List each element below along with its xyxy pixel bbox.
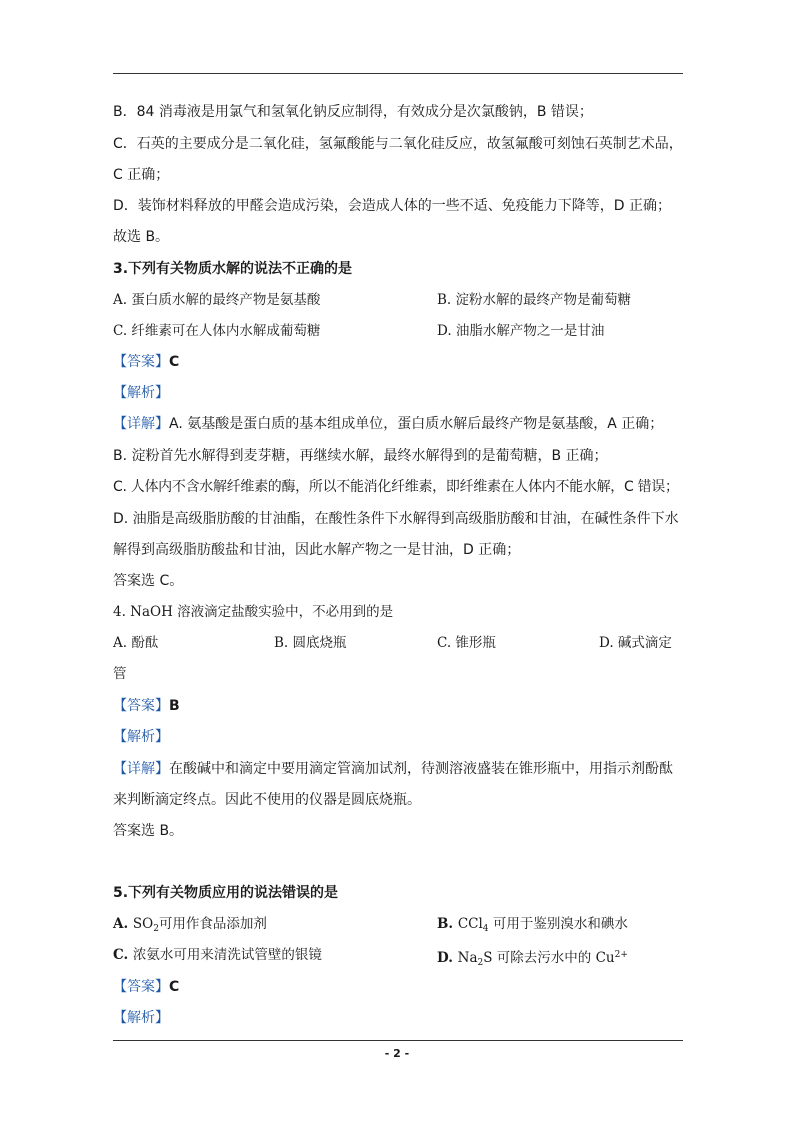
option-text: 可除去污水中的 Cu bbox=[496, 950, 615, 966]
text-line: 故选 B。 bbox=[113, 229, 170, 245]
q5-option-c bbox=[113, 946, 322, 964]
header-rule bbox=[113, 73, 683, 74]
q3-option-a: A. 蛋白质水解的最终产物是氨基酸 bbox=[113, 292, 321, 308]
formula: S bbox=[483, 950, 497, 966]
q5-option-d bbox=[437, 946, 628, 972]
q4-option-d: D. 碱式滴定 bbox=[599, 635, 672, 651]
q4-detail-line bbox=[113, 760, 673, 778]
formula: CCl bbox=[457, 916, 483, 932]
q5-option-a bbox=[113, 915, 267, 938]
q4-conclusion: 答案选 B。 bbox=[113, 823, 184, 839]
answer-value: C bbox=[169, 354, 180, 370]
formula: Na bbox=[457, 950, 478, 966]
q4-option-c: C. 锥形瓶 bbox=[437, 635, 496, 651]
q3-conclusion: 答案选 C。 bbox=[113, 573, 184, 589]
q3-detail-line: D. 油脂是高级脂肪酸的甘油酯，在酸性条件下水解得到高级脂肪酸和甘油，在碱性条件下水 bbox=[113, 511, 679, 527]
option-text: 浓氨水可用来清洗试管壁的银镜 bbox=[132, 947, 322, 963]
option-text: 可用作食品添加剂 bbox=[158, 916, 267, 932]
footer-rule bbox=[113, 1040, 683, 1041]
option-label: C. bbox=[113, 947, 133, 963]
detail-tag: 【详解】 bbox=[113, 416, 169, 432]
q3-option-c: C. 纤维素可在人体内水解成葡萄糖 bbox=[113, 323, 321, 339]
formula: SO bbox=[132, 916, 154, 932]
option-label: A. bbox=[113, 916, 133, 932]
text-line: D．装饰材料释放的甲醛会造成污染，会造成人体的一些不适、免疫能力下降等，D 正确； bbox=[113, 198, 672, 214]
subscript: 4 bbox=[482, 924, 489, 934]
option-text: 可用于鉴别溴水和碘水 bbox=[488, 916, 628, 932]
text-line: C 正确； bbox=[113, 167, 170, 183]
q5-option-b bbox=[437, 915, 628, 938]
question-3-title: 3.下列有关物质水解的说法不正确的是 bbox=[113, 261, 353, 277]
answer-value: C bbox=[169, 979, 180, 995]
question-5-title: 5.下列有关物质应用的说法错误的是 bbox=[113, 885, 339, 901]
superscript: 2+ bbox=[614, 950, 628, 960]
text-line: B．84 消毒液是用氯气和氢氧化钠反应制得，有效成分是次氯酸钠，B 错误； bbox=[113, 104, 593, 120]
q4-detail-line: 来判断滴定终点。因此不使用的仪器是圆底烧瓶。 bbox=[113, 792, 421, 808]
q3-analysis-tag: 【解析】 bbox=[113, 385, 169, 401]
answer-value: B bbox=[169, 698, 180, 714]
option-label: B. bbox=[437, 916, 458, 932]
answer-tag: 【答案】 bbox=[113, 698, 169, 714]
q4-option-d-continued: 管 bbox=[113, 666, 127, 682]
detail-text: 在酸碱中和滴定中要用滴定管滴加试剂，待测溶液盛装在锥形瓶中，用指示剂酚酞 bbox=[169, 761, 673, 777]
q3-detail-line: 解得到高级脂肪酸盐和甘油，因此水解产物之一是甘油，D 正确； bbox=[113, 542, 521, 558]
answer-tag: 【答案】 bbox=[113, 354, 169, 370]
q3-detail-line: B. 淀粉首先水解得到麦芽糖，再继续水解，最终水解得到的是葡萄糖，B 正确； bbox=[113, 448, 608, 464]
q3-option-b: B. 淀粉水解的最终产物是葡萄糖 bbox=[437, 292, 632, 308]
page-number: - 2 - bbox=[384, 1047, 410, 1060]
option-label: D. bbox=[437, 950, 458, 966]
q3-detail-line bbox=[113, 415, 663, 433]
text-line: C．石英的主要成分是二氧化硅，氢氟酸能与二氧化硅反应，故氢氟酸可刻蚀石英制艺术品， bbox=[113, 136, 683, 152]
q3-answer bbox=[113, 353, 179, 371]
answer-tag: 【答案】 bbox=[113, 979, 169, 995]
q3-option-d: D. 油脂水解产物之一是甘油 bbox=[437, 323, 605, 339]
subscript: 2 bbox=[153, 924, 159, 934]
q3-detail-line: C. 人体内不含水解纤维素的酶，所以不能消化纤维素，即纤维素在人体内不能水解，C 错误； bbox=[113, 479, 679, 495]
detail-tag: 【详解】 bbox=[113, 761, 169, 777]
detail-text: A. 氨基酸是蛋白质的基本组成单位，蛋白质水解后最终产物是氨基酸，A 正确； bbox=[169, 416, 664, 432]
q5-analysis-tag: 【解析】 bbox=[113, 1010, 169, 1026]
q4-answer bbox=[113, 697, 180, 715]
q5-answer bbox=[113, 978, 179, 996]
subscript: 2 bbox=[477, 958, 484, 968]
q4-analysis-tag: 【解析】 bbox=[113, 729, 169, 745]
q4-option-a: A. 酚酞 bbox=[113, 635, 159, 651]
q4-option-b: B. 圆底烧瓶 bbox=[274, 635, 347, 651]
question-4-title: 4. NaOH 溶液滴定盐酸实验中，不必用到的是 bbox=[113, 604, 394, 620]
